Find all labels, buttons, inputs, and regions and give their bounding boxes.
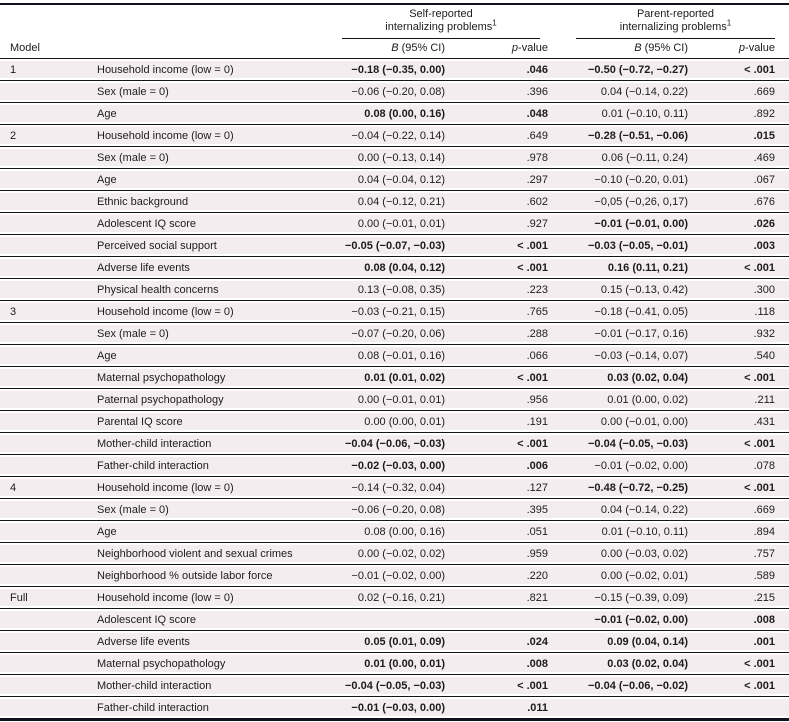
parent-b-ci-cell: 0.03 (0.02, 0.04) — [607, 657, 688, 670]
self-p-value-cell: < .001 — [517, 239, 548, 252]
variable-cell: Mother-child interaction — [97, 679, 212, 692]
self-b-ci-cell: −0.06 (−0.20, 0.08) — [351, 85, 445, 98]
parent-p-value-cell: < .001 — [744, 371, 775, 384]
variable-cell: Sex (male = 0) — [97, 151, 169, 164]
p-value-text: -value — [518, 42, 548, 54]
group-parent-footnote-marker: 1 — [726, 18, 732, 28]
table-row — [0, 586, 789, 608]
parent-p-value-cell: < .001 — [744, 657, 775, 670]
table-row — [0, 58, 789, 80]
b-ci-text: (95% CI) — [398, 42, 445, 54]
model-cell: 3 — [10, 305, 17, 318]
self-p-value-cell: .066 — [526, 349, 548, 362]
table-row — [0, 234, 789, 256]
parent-p-value-cell: < .001 — [744, 261, 775, 274]
variable-cell: Maternal psychopathology — [97, 657, 226, 670]
self-b-ci-cell: 0.01 (0.01, 0.02) — [364, 371, 445, 384]
self-p-value-cell: .297 — [526, 173, 548, 186]
parent-p-value-cell: .003 — [753, 239, 775, 252]
table-row — [0, 322, 789, 344]
model-cell: 4 — [10, 481, 17, 494]
parent-b-ci-cell: 0.15 (−0.13, 0.42) — [600, 283, 688, 296]
self-b-ci-cell: −0.02 (−0.03, 0.00) — [351, 459, 445, 472]
self-b-ci-cell: 0.08 (0.00, 0.16) — [364, 525, 445, 538]
parent-b-ci-cell: −0.48 (−0.72, −0.25) — [588, 481, 688, 494]
parent-p-value-cell: .932 — [753, 327, 775, 340]
variable-cell: Father-child interaction — [97, 459, 209, 472]
model-cell: Full — [10, 591, 28, 604]
self-b-ci-cell: 0.05 (0.01, 0.09) — [364, 635, 445, 648]
parent-p-value-cell: .118 — [754, 305, 775, 318]
variable-cell: Household income (low = 0) — [97, 305, 234, 318]
self-b-ci-cell: −0.04 (−0.06, −0.03) — [345, 437, 445, 450]
self-p-value-cell: .006 — [526, 459, 548, 472]
table-row — [0, 190, 789, 212]
parent-b-ci-cell: 0.01 (0.00, 0.02) — [607, 393, 688, 406]
self-p-value-cell: .048 — [526, 107, 548, 120]
parent-b-ci-cell: −0,05 (−0,26, 0,17) — [594, 195, 688, 208]
parent-p-value-cell: .757 — [753, 547, 775, 560]
table-row — [0, 168, 789, 190]
table-row — [0, 696, 789, 718]
variable-cell: Neighborhood violent and sexual crimes — [97, 547, 293, 560]
table-row — [0, 80, 789, 102]
parent-p-value-cell: .078 — [753, 459, 775, 472]
table-row — [0, 432, 789, 454]
table-row — [0, 212, 789, 234]
table-row — [0, 542, 789, 564]
self-p-value-cell: .191 — [526, 415, 548, 428]
parent-b-ci-cell: 0.01 (−0.10, 0.11) — [601, 107, 688, 120]
b-symbol: B — [634, 42, 642, 54]
self-b-ci-cell: −0.07 (−0.20, 0.06) — [351, 327, 445, 340]
variable-cell: Adolescent IQ score — [97, 217, 197, 230]
parent-p-value-cell: < .001 — [744, 437, 775, 450]
parent-b-ci-cell: −0.15 (−0.39, 0.09) — [594, 591, 688, 604]
self-p-value-cell: < .001 — [517, 437, 548, 450]
self-p-value-cell: .051 — [526, 525, 548, 538]
self-b-ci-cell: 0.08 (−0.01, 0.16) — [357, 349, 445, 362]
parent-b-ci-cell: 0.04 (−0.14, 0.22) — [600, 503, 688, 516]
self-b-ci-cell: 0.01 (0.00, 0.01) — [364, 657, 445, 670]
parent-b-ci-cell: −0.04 (−0.05, −0.03) — [588, 437, 688, 450]
self-b-ci-cell: 0.08 (0.04, 0.12) — [364, 261, 445, 274]
parent-b-ci-cell: −0.01 (−0.01, 0.00) — [594, 217, 688, 230]
table-row — [0, 102, 789, 124]
self-b-ci-cell: −0.14 (−0.32, 0.04) — [351, 481, 445, 494]
parent-b-ci-cell: −0.10 (−0.20, 0.01) — [594, 173, 688, 186]
table-row — [0, 630, 789, 652]
parent-p-value-cell: .431 — [753, 415, 775, 428]
parent-p-value-cell: .211 — [754, 393, 775, 406]
column-header-parent-p — [688, 42, 775, 54]
column-header-model: Model — [10, 42, 40, 54]
table-row — [0, 300, 789, 322]
self-p-value-cell: .223 — [526, 283, 548, 296]
b-symbol: B — [391, 42, 399, 54]
table-group-header-row — [0, 5, 789, 39]
parent-p-value-cell: < .001 — [744, 63, 775, 76]
parent-b-ci-cell: 0.04 (−0.14, 0.22) — [600, 85, 688, 98]
p-symbol: p — [738, 42, 746, 54]
column-header-parent-b — [548, 42, 688, 54]
self-b-ci-cell: 0.08 (0.00, 0.16) — [364, 107, 445, 120]
table-row — [0, 498, 789, 520]
b-ci-text: (95% CI) — [641, 42, 688, 54]
variable-cell: Ethnic background — [97, 195, 189, 208]
parent-b-ci-cell: 0.03 (0.02, 0.04) — [607, 371, 688, 384]
regression-results-table — [0, 3, 789, 721]
variable-cell: Age — [97, 525, 117, 538]
self-p-value-cell: .024 — [526, 635, 548, 648]
variable-cell: Maternal psychopathology — [97, 371, 226, 384]
parent-p-value-cell: .001 — [753, 635, 775, 648]
self-p-value-cell: .978 — [526, 151, 548, 164]
table-row — [0, 146, 789, 168]
parent-b-ci-cell: −0.28 (−0.51, −0.06) — [588, 129, 688, 142]
self-p-value-cell: .008 — [526, 657, 548, 670]
table-row — [0, 124, 789, 146]
variable-cell: Age — [97, 349, 117, 362]
group-header-parent-reported — [548, 8, 775, 39]
table-row — [0, 366, 789, 388]
parent-b-ci-cell: −0.01 (−0.02, 0.00) — [594, 613, 688, 626]
self-b-ci-cell: 0.02 (−0.16, 0.21) — [357, 591, 445, 604]
parent-p-value-cell: .300 — [753, 283, 775, 296]
table-row — [0, 608, 789, 630]
parent-p-value-cell: .469 — [753, 151, 775, 164]
parent-p-value-cell: < .001 — [744, 679, 775, 692]
parent-p-value-cell: .892 — [753, 107, 775, 120]
variable-cell: Age — [97, 107, 117, 120]
self-b-ci-cell: −0.03 (−0.21, 0.15) — [351, 305, 445, 318]
self-b-ci-cell: 0.13 (−0.08, 0.35) — [357, 283, 445, 296]
self-p-value-cell: .011 — [527, 701, 548, 714]
model-cell: 2 — [10, 129, 17, 142]
self-p-value-cell: .602 — [526, 195, 548, 208]
variable-cell: Perceived social support — [97, 239, 217, 252]
parent-b-ci-cell: 0.00 (−0.03, 0.02) — [600, 547, 688, 560]
group-parent-line1: Parent-reported — [636, 8, 715, 20]
group-header-self-reported — [300, 8, 548, 39]
variable-cell: Parental IQ score — [97, 415, 183, 428]
self-p-value-cell: .127 — [526, 481, 548, 494]
column-header-self-p — [445, 42, 548, 54]
self-p-value-cell: .396 — [526, 85, 548, 98]
self-p-value-cell: .649 — [526, 129, 548, 142]
group-header-self-reported-label — [342, 8, 540, 39]
group-self-line1: Self-reported — [409, 8, 473, 20]
self-b-ci-cell: −0.01 (−0.02, 0.00) — [351, 569, 445, 582]
self-b-ci-cell: −0.04 (−0.05, −0.03) — [345, 679, 445, 692]
group-self-line2: internalizing problems — [385, 21, 493, 33]
table-row — [0, 256, 789, 278]
parent-b-ci-cell: −0.03 (−0.05, −0.01) — [588, 239, 688, 252]
table-column-header-row — [0, 39, 789, 58]
parent-p-value-cell: .669 — [753, 503, 775, 516]
self-p-value-cell: .959 — [526, 547, 548, 560]
parent-b-ci-cell: −0.18 (−0.41, 0.05) — [594, 305, 688, 318]
parent-p-value-cell: .026 — [753, 217, 775, 230]
parent-b-ci-cell: −0.04 (−0.06, −0.02) — [588, 679, 688, 692]
parent-b-ci-cell: −0.50 (−0.72, −0.27) — [588, 63, 688, 76]
self-p-value-cell: .046 — [526, 63, 548, 76]
self-p-value-cell: .288 — [526, 327, 548, 340]
parent-b-ci-cell: 0.09 (0.04, 0.14) — [607, 635, 688, 648]
self-b-ci-cell: −0.04 (−0.22, 0.14) — [351, 129, 445, 142]
table-row — [0, 520, 789, 542]
table-body — [0, 58, 789, 718]
variable-cell: Physical health concerns — [97, 283, 219, 296]
variable-cell: Household income (low = 0) — [97, 129, 234, 142]
column-header-self-b — [300, 42, 445, 54]
table-row — [0, 652, 789, 674]
parent-b-ci-cell: −0.01 (−0.17, 0.16) — [594, 327, 688, 340]
self-b-ci-cell: 0.04 (−0.04, 0.12) — [357, 173, 445, 186]
variable-cell: Sex (male = 0) — [97, 85, 169, 98]
parent-p-value-cell: .669 — [753, 85, 775, 98]
parent-p-value-cell: < .001 — [744, 481, 775, 494]
model-cell: 1 — [10, 63, 17, 76]
self-b-ci-cell: 0.00 (−0.01, 0.01) — [357, 217, 445, 230]
self-p-value-cell: < .001 — [517, 679, 548, 692]
self-b-ci-cell: −0.06 (−0.20, 0.08) — [351, 503, 445, 516]
parent-b-ci-cell: 0.00 (−0.01, 0.00) — [600, 415, 688, 428]
self-p-value-cell: .395 — [526, 503, 548, 516]
table-row — [0, 564, 789, 586]
self-p-value-cell: < .001 — [517, 261, 548, 274]
self-p-value-cell: .927 — [526, 217, 548, 230]
variable-cell: Household income (low = 0) — [97, 63, 234, 76]
variable-cell: Age — [97, 173, 117, 186]
parent-b-ci-cell: 0.16 (0.11, 0.21) — [607, 261, 688, 274]
p-symbol: p — [511, 42, 519, 54]
parent-p-value-cell: .215 — [753, 591, 775, 604]
variable-cell: Adverse life events — [97, 261, 190, 274]
self-p-value-cell: .821 — [526, 591, 548, 604]
variable-cell: Sex (male = 0) — [97, 327, 169, 340]
table-row — [0, 476, 789, 498]
self-b-ci-cell: −0.01 (−0.03, 0.00) — [351, 701, 445, 714]
variable-cell: Household income (low = 0) — [97, 591, 234, 604]
table-row — [0, 278, 789, 300]
group-parent-line2: internalizing problems — [619, 21, 727, 33]
self-b-ci-cell: 0.00 (−0.13, 0.14) — [357, 151, 445, 164]
table-row — [0, 388, 789, 410]
self-b-ci-cell: 0.00 (0.00, 0.01) — [364, 415, 445, 428]
table-row — [0, 410, 789, 432]
self-b-ci-cell: 0.04 (−0.12, 0.21) — [357, 195, 445, 208]
parent-b-ci-cell: 0.06 (−0.11, 0.24) — [601, 151, 688, 164]
parent-b-ci-cell: 0.00 (−0.02, 0.01) — [600, 569, 688, 582]
self-b-ci-cell: 0.00 (−0.01, 0.01) — [357, 393, 445, 406]
parent-p-value-cell: .676 — [753, 195, 775, 208]
table-row — [0, 454, 789, 476]
variable-cell: Adverse life events — [97, 635, 190, 648]
parent-p-value-cell: .067 — [753, 173, 775, 186]
variable-cell: Household income (low = 0) — [97, 481, 234, 494]
parent-b-ci-cell: −0.01 (−0.02, 0.00) — [594, 459, 688, 472]
variable-cell: Sex (male = 0) — [97, 503, 169, 516]
variable-cell: Adolescent IQ score — [97, 613, 197, 626]
group-header-right-pad — [775, 8, 789, 39]
self-b-ci-cell: −0.18 (−0.35, 0.00) — [351, 63, 445, 76]
group-self-footnote-marker: 1 — [492, 18, 497, 28]
variable-cell: Neighborhood % outside labor force — [97, 569, 273, 582]
self-p-value-cell: < .001 — [517, 371, 548, 384]
variable-cell: Father-child interaction — [97, 701, 209, 714]
parent-b-ci-cell: 0.01 (−0.10, 0.11) — [601, 525, 688, 538]
self-b-ci-cell: −0.05 (−0.07, −0.03) — [345, 239, 445, 252]
self-b-ci-cell: 0.00 (−0.02, 0.02) — [357, 547, 445, 560]
parent-p-value-cell: .894 — [753, 525, 775, 538]
self-p-value-cell: .765 — [526, 305, 548, 318]
parent-p-value-cell: .015 — [753, 129, 775, 142]
table-row — [0, 344, 789, 366]
parent-b-ci-cell: −0.03 (−0.14, 0.07) — [594, 349, 688, 362]
parent-p-value-cell: .540 — [753, 349, 775, 362]
variable-cell: Paternal psychopathology — [97, 393, 224, 406]
group-header-spacer — [0, 8, 300, 39]
self-p-value-cell: .956 — [526, 393, 548, 406]
self-p-value-cell: .220 — [526, 569, 548, 582]
table-row — [0, 674, 789, 696]
parent-p-value-cell: .589 — [753, 569, 775, 582]
variable-cell: Mother-child interaction — [97, 437, 212, 450]
parent-p-value-cell: .008 — [753, 613, 775, 626]
p-value-text: -value — [745, 42, 775, 54]
group-header-parent-reported-label — [576, 8, 775, 39]
